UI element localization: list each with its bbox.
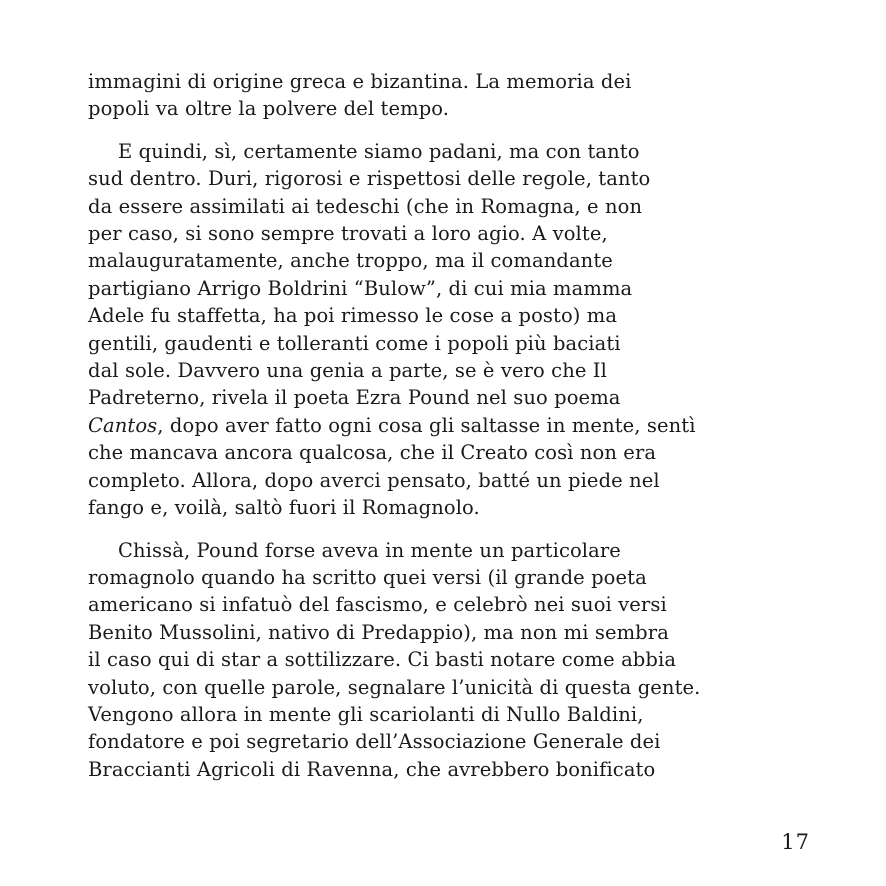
text-line: completo. Allora, dopo averci pensato, batté un piede nel <box>88 468 660 492</box>
paragraph-1 <box>88 68 668 123</box>
text-line: malauguratamente, anche troppo, ma il comandante <box>88 249 613 273</box>
text-line: E quindi, sì, certamente siamo padani, ma con tanto <box>118 139 640 163</box>
text-line: fondatore e poi segretario dell’Associazione Generale dei <box>88 730 661 754</box>
paragraph-2 <box>88 138 696 522</box>
text-line: Vengono allora in mente gli scariolanti di Nullo Baldini, <box>88 702 644 726</box>
text-line: sud dentro. Duri, rigorosi e rispettosi delle regole, tanto <box>88 167 651 191</box>
text-line: fango e, voilà, saltò fuori il Romagnolo. <box>88 496 480 520</box>
text-line: Benito Mussolini, nativo di Predappio), ma non mi sembra <box>88 620 669 644</box>
text-line: Chissà, Pound forse aveva in mente un particolare <box>118 538 621 562</box>
page-number: 17 <box>781 830 810 854</box>
text-line: per caso, si sono sempre trovati a loro agio. A volte, <box>88 222 608 246</box>
text-line: popoli va oltre la polvere del tempo. <box>88 97 450 121</box>
text-line-with-italic <box>88 412 696 439</box>
text-line: Padreterno, rivela il poeta Ezra Pound nel suo poema <box>88 386 621 410</box>
text-line: il caso qui di star a sottilizzare. Ci basti notare come abbia <box>88 648 677 672</box>
paragraph-3 <box>88 537 701 784</box>
text-line: romagnolo quando ha scritto quei versi (il grande poeta <box>88 565 647 589</box>
text-line: da essere assimilati ai tedeschi (che in Romagna, e non <box>88 194 643 218</box>
text-line: voluto, con quelle parole, segnalare l’unicità di questa gente. <box>88 675 701 699</box>
text-line: americano si infatuò del fascismo, e celebrò nei suoi versi <box>88 593 667 617</box>
text-line: dal sole. Davvero una genia a parte, se è vero che Il <box>88 359 607 383</box>
italic-title-cantos: Cantos <box>88 413 158 437</box>
text-line: che mancava ancora qualcosa, che il Creato così non era <box>88 441 657 465</box>
page-body <box>88 68 701 798</box>
text-line: Adele fu staffetta, ha poi rimesso le cose a posto) ma <box>88 304 618 328</box>
text-line: partigiano Arrigo Boldrini “Bulow”, di cui mia mamma <box>88 276 633 300</box>
text-line: Braccianti Agricoli di Ravenna, che avrebbero bonificato <box>88 757 656 781</box>
text-line: gentili, gaudenti e tolleranti come i popoli più baciati <box>88 331 621 355</box>
text-line: immagini di origine greca e bizantina. La memoria dei <box>88 70 632 93</box>
text-line-rest: , dopo aver fatto ogni cosa gli saltasse in mente, sentì <box>157 413 696 437</box>
